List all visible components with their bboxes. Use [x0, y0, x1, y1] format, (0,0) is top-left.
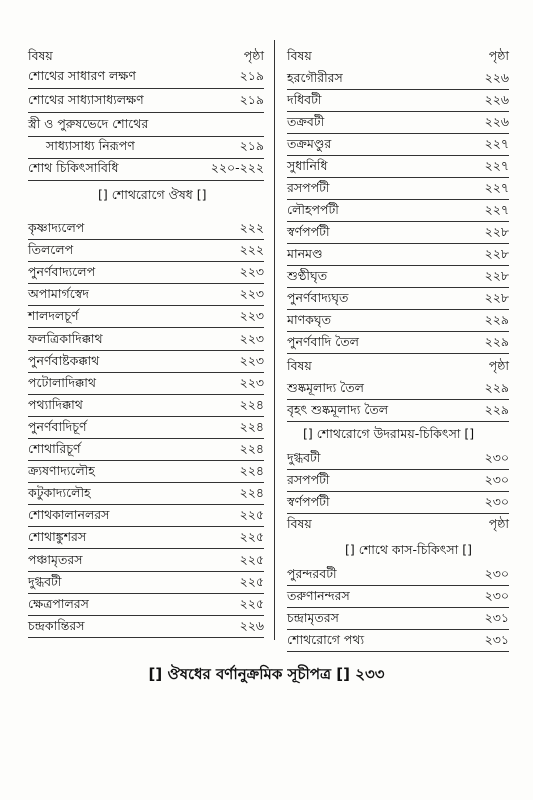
rule-line [28, 394, 264, 395]
entry-title: পুনর্ণবাষ্টকক্কাথ [28, 352, 100, 368]
entry-page: ২২৩ [239, 308, 264, 324]
entry-page: ২২৯ [484, 312, 509, 327]
rule-line [287, 221, 509, 222]
rule-line [28, 460, 264, 461]
entry-page: ২২৯ [484, 334, 509, 349]
entry-title: তক্রবটী [287, 114, 325, 129]
entry-title: স্বর্ণপর্পটী [287, 494, 330, 509]
entry-page: ২১৯ [239, 68, 264, 83]
entry-title: তিললেপ [28, 242, 74, 258]
header-subject-label: বিষয় [287, 48, 312, 63]
column-divider [274, 40, 275, 640]
entry-title: স্বর্ণপর্পটী [287, 224, 330, 239]
header-page-label: পৃষ্ঠা [243, 48, 264, 63]
entry-title: দধিবটী [287, 92, 322, 107]
entry-page: ২৩০ [484, 494, 509, 509]
entry-page: ২৩০ [484, 588, 509, 603]
entry-page: ২২২ [239, 242, 264, 258]
section-heading: [] শোথরোগে উদরাময়-চিকিৎসা [] [303, 426, 475, 441]
rule-line [287, 111, 509, 112]
entry-page: ২২৫ [239, 595, 264, 611]
entry-page: ২২৮ [484, 246, 509, 261]
entry-page: ২২৭ [484, 158, 509, 173]
entry-page: ২২৮ [484, 224, 509, 239]
rule-line [28, 261, 264, 262]
rule-line [28, 593, 264, 594]
entry-title: বৃহৎ শুষ্কমূলাদ্য তৈল [287, 402, 389, 417]
entry-title: হরগৌরীরস [287, 70, 343, 85]
entry-title: রসপর্পটী [287, 472, 330, 487]
rule-line [287, 491, 509, 492]
rule-line [28, 112, 264, 113]
entry-page: ২২৩ [239, 264, 264, 280]
header-subject-label: বিষয় [287, 358, 312, 373]
rule-line [287, 309, 509, 310]
entry-title: মানমণ্ড [287, 246, 323, 261]
entry-title: শালদলচূর্ণ [28, 308, 79, 324]
entry-page: ২২৪ [239, 396, 264, 412]
entry-title: পুনর্ণবাদিচূর্ণ [28, 418, 87, 434]
entry-page: ২২৩ [239, 330, 264, 346]
rule-line [28, 526, 264, 527]
section-heading: [] শোথে কাস-চিকিৎসা [] [345, 542, 472, 557]
rule-line [287, 177, 509, 178]
entry-title: শুষ্কমূলাদ্য তৈল [287, 380, 364, 395]
entry-title: কটুকাদ্যলৌহ [28, 485, 91, 501]
entry-page: ২২৮ [484, 290, 509, 305]
rule-line [287, 265, 509, 266]
entry-page: ২১৯ [239, 138, 264, 153]
entry-page: ২৩০ [484, 472, 509, 487]
rule-line [28, 372, 264, 373]
entry-title: দুগ্ধবটী [287, 450, 321, 465]
rule-line [287, 199, 509, 200]
entry-page: ২২৭ [484, 180, 509, 195]
header-subject-label: বিষয় [28, 48, 53, 63]
entry-title: শোথরোগে পথ্য [287, 632, 365, 647]
rule-line [28, 239, 264, 240]
entry-title: কৃষ্ণাদ্যলেপ [28, 220, 85, 235]
entry-page: ২৩০ [484, 566, 509, 581]
entry-title: শোথের সাধারণ লক্ষণ [28, 68, 136, 83]
entry-title: রসপর্পটী [287, 180, 330, 195]
entry-title: তরুণানন্দরস [287, 588, 350, 603]
header-page-label: পৃষ্ঠা [488, 48, 509, 63]
entry-title: পুনর্ণবাদি তৈল [287, 334, 359, 349]
entry-page: ২২৬ [484, 92, 509, 107]
rule-line [28, 180, 264, 181]
entry-page: ২২৬ [484, 70, 509, 85]
rule-line [28, 637, 264, 638]
rule-line [28, 438, 264, 439]
rule-line [28, 615, 264, 616]
entry-page: ২২৫ [239, 551, 264, 567]
entry-page: ২২৭ [484, 136, 509, 151]
entry-title: ফলত্রিকাদিক্কাথ [28, 330, 103, 346]
rule-line [287, 89, 509, 90]
entry-page: ২২৯ [484, 380, 509, 395]
rule-line [28, 350, 264, 351]
rule-line [28, 416, 264, 417]
entry-page: ২২৫ [239, 573, 264, 589]
rule-line [287, 399, 509, 400]
rule-line [287, 287, 509, 288]
rule-line [287, 651, 509, 652]
entry-title: চন্দ্রকান্তিরস [28, 617, 85, 633]
rule-line [287, 607, 509, 608]
entry-page: ২১৯ [239, 92, 264, 107]
rule-line [28, 548, 264, 549]
footer-index-line: [] ঔষধের বর্ণানুক্রমিক সূচীপত্র [] ২৩৩ [148, 665, 385, 683]
rule-line [28, 136, 264, 137]
entry-page: ২২৬ [484, 114, 509, 129]
entry-title: পটোলাদিক্কাথ [28, 374, 96, 390]
rule-line [287, 331, 509, 332]
rule-line [28, 571, 264, 572]
entry-title: শোথাঙ্কুশরস [28, 529, 87, 545]
entry-title: দুগ্ধবটী [28, 573, 62, 589]
header-subject-label: বিষয় [287, 516, 312, 531]
rule-line [28, 158, 264, 159]
rule-line [287, 629, 509, 630]
rule-line [28, 305, 264, 306]
entry-page: ২২৪ [239, 418, 264, 434]
entry-page: ২৩১ [484, 610, 509, 625]
rule-line [28, 283, 264, 284]
entry-title: ক্ষেত্রপালরস [28, 595, 89, 611]
rule-line [28, 88, 264, 89]
section-heading: [] শোথরোগে ঔষধ [] [98, 187, 207, 202]
entry-title: ক্র্যষণাদ্যলৌহ [28, 463, 95, 479]
entry-title: সুধানিধি [287, 158, 328, 173]
entry-title: স্ত্রী ও পুরুষভেদে শোথের [28, 116, 149, 131]
entry-page: ২২৫ [239, 529, 264, 545]
rule-line [28, 504, 264, 505]
entry-page: ২২৭ [484, 202, 509, 217]
entry-title: অপামার্গস্বেদ [28, 286, 89, 302]
rule-line [287, 585, 509, 586]
rule-line [287, 421, 509, 422]
entry-title: মাণকঘৃত [287, 312, 331, 327]
entry-title: তক্রমণ্ডুর [287, 136, 332, 151]
rule-line [287, 133, 509, 134]
entry-page: ২২৫ [239, 507, 264, 523]
entry-title: চন্দ্রামৃতরস [287, 610, 339, 625]
rule-line [287, 353, 509, 354]
entry-page: ২২৬ [239, 617, 264, 633]
entry-title: লৌহপর্পটী [287, 202, 339, 217]
entry-page: ২২৯ [484, 402, 509, 417]
rule-line [287, 243, 509, 244]
header-page-label: পৃষ্ঠা [488, 516, 509, 531]
entry-title: পুনর্ণবাদ্যঘৃত [287, 290, 349, 305]
entry-page: ২২০-২২২ [210, 160, 264, 175]
rule-line [287, 155, 509, 156]
entry-title: শোথের সাধ্যাসাধ্যলক্ষণ [28, 92, 144, 107]
entry-page: ২৩০ [484, 450, 509, 465]
entry-page: ২২৩ [239, 374, 264, 390]
entry-title: শুণ্ঠীঘৃত [287, 268, 328, 283]
entry-title: পুনর্ণবাদ্যলেপ [28, 264, 96, 280]
entry-page: ২২৩ [239, 352, 264, 368]
entry-title: পুরন্দরবটী [287, 566, 337, 581]
entry-title: শোথারিচূর্ণ [28, 441, 81, 456]
entry-page: ২২৩ [239, 286, 264, 302]
entry-page: ২২২ [239, 220, 264, 235]
entry-title: সাধ্যাসাধ্য নিরূপণ [46, 138, 135, 153]
entry-title: পঞ্চামৃতরস [28, 551, 83, 567]
entry-title: পথ্যাদিক্কাথ [28, 396, 83, 412]
entry-page: ২২৮ [484, 268, 509, 283]
entry-page: ২২৪ [239, 441, 264, 456]
header-page-label: পৃষ্ঠা [488, 358, 509, 373]
rule-line [287, 469, 509, 470]
entry-title: শোথকালানলরস [28, 507, 110, 523]
rule-line [287, 513, 509, 514]
rule-line [28, 327, 264, 328]
entry-page: ২৩১ [484, 632, 509, 647]
rule-line [28, 482, 264, 483]
entry-page: ২২৪ [239, 485, 264, 501]
entry-title: শোথ চিকিৎসাবিধি [28, 160, 119, 175]
entry-page: ২২৪ [239, 463, 264, 479]
